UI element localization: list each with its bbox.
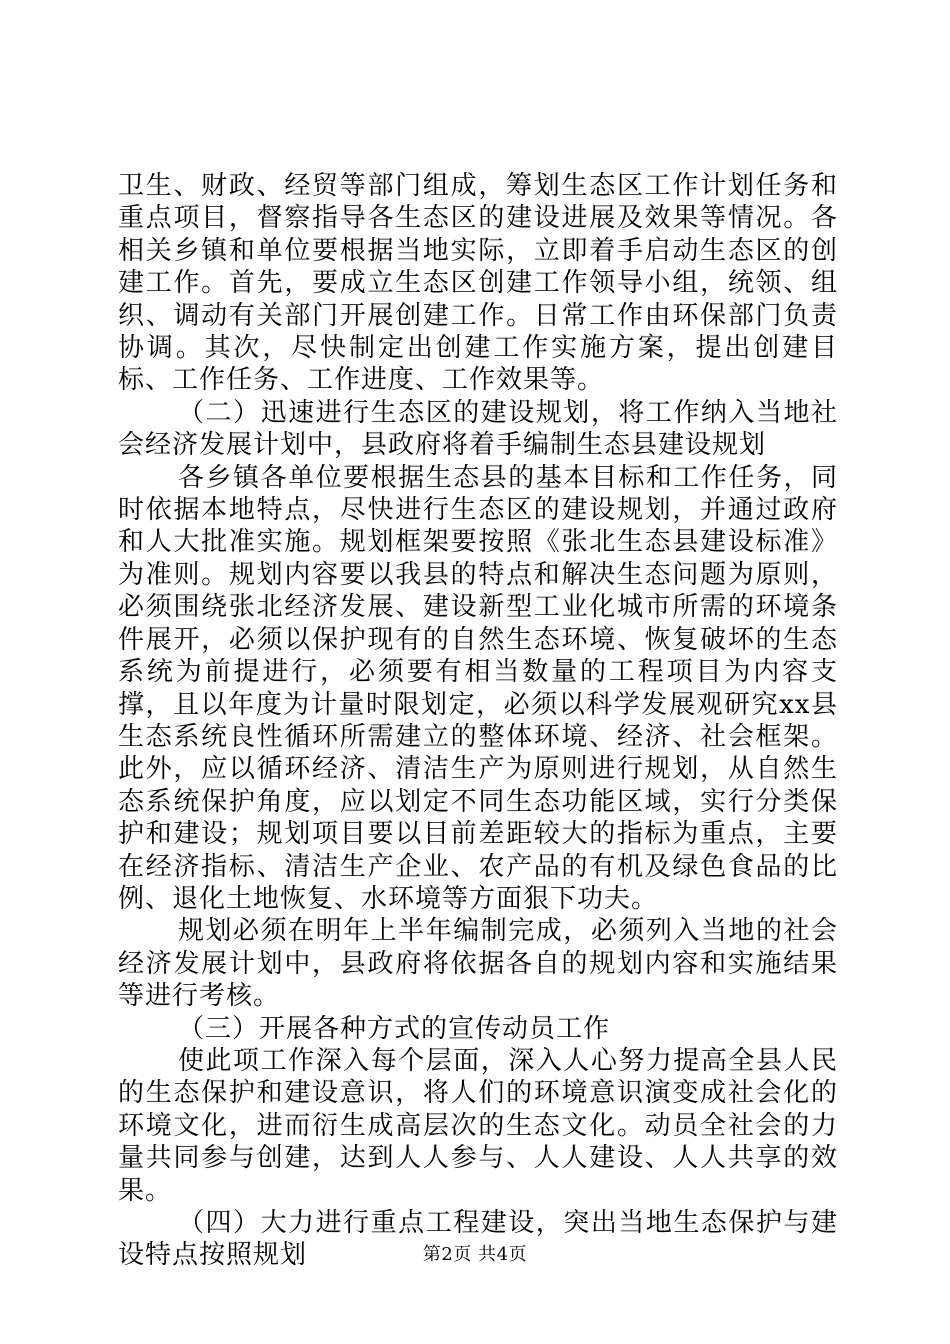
page-footer: 第2页 共4页 (422, 1244, 528, 1265)
paragraph-1: 卫生、财政、经贸等部门组成，筹划生态区工作计划任务和重点项目，督察指导各生态区的建设进展及效果等情况。各相关乡镇和单位要根据当地实际，立即着手启动生态区的创建工作。首先，要成立生态区创建工作领导小组，统领、组织、调动有关部门开展创建工作。日常工作由环保部门负责协调。其次，尽快制定出创建工作实施方案，提出创建目标、工作任务、工作进度、工作效果等。 (118, 171, 838, 396)
section-heading-4: （四）大力进行重点工程建设，突出当地生态保护与建设特点按照规划 (118, 1208, 838, 1271)
paragraph-6: 使此项工作深入每个层面，深入人心努力提高全县人民的生态保护和建设意识，将人们的环境意识演变成社会化的环境文化，进而衍生成高层次的生态文化。动员全社会的力量共同参与创建，达到人人参与、人人建设、人人共享的效果。 (118, 1045, 838, 1206)
paragraph-3: 各乡镇各单位要根据生态县的基本目标和工作任务，同时依据本地特点，尽快进行生态区的建设规划，并通过政府和人大批准实施。规划框架要按照《张北生态县建设标准》为准则。规划内容要以我县的特点和解决生态问题为原则，必须围绕张北经济发展、建设新型工业化城市所需的环境条件展开，必须以保护现有的自然生态环境、恢复破坏的生态系统为前提进行，必须要有相当数量的工程项目为内容支撑，且以年度为计量时限划定，必须以科学发展观研究xx县生态系统良性循环所需建立的整体环境、经济、社会框架。此外，应以循环经济、清洁生产为原则进行规划，从自然生态系统保护角度，应以划定不同生态功能区域，实行分类保护和建设；规划项目要以目前差距较大的指标为重点，主要在经济指标、清洁生产企业、农产品的有机及绿色食品的比例、退化土地恢复、水环境等方面狠下功夫。 (118, 462, 838, 914)
paragraph-4: 规划必须在明年上半年编制完成，必须列入当地的社会经济发展计划中，县政府将依据各自的规划内容和实施结果等进行考核。 (118, 916, 838, 1012)
section-heading-3: （三）开展各种方式的宣传动员工作 (178, 1013, 611, 1044)
section-heading-2: （二）迅速进行生态区的建设规划，将工作纳入当地社会经济发展计划中，县政府将着手编制生态县建设规划 (118, 397, 838, 461)
document-body (118, 170, 838, 1272)
